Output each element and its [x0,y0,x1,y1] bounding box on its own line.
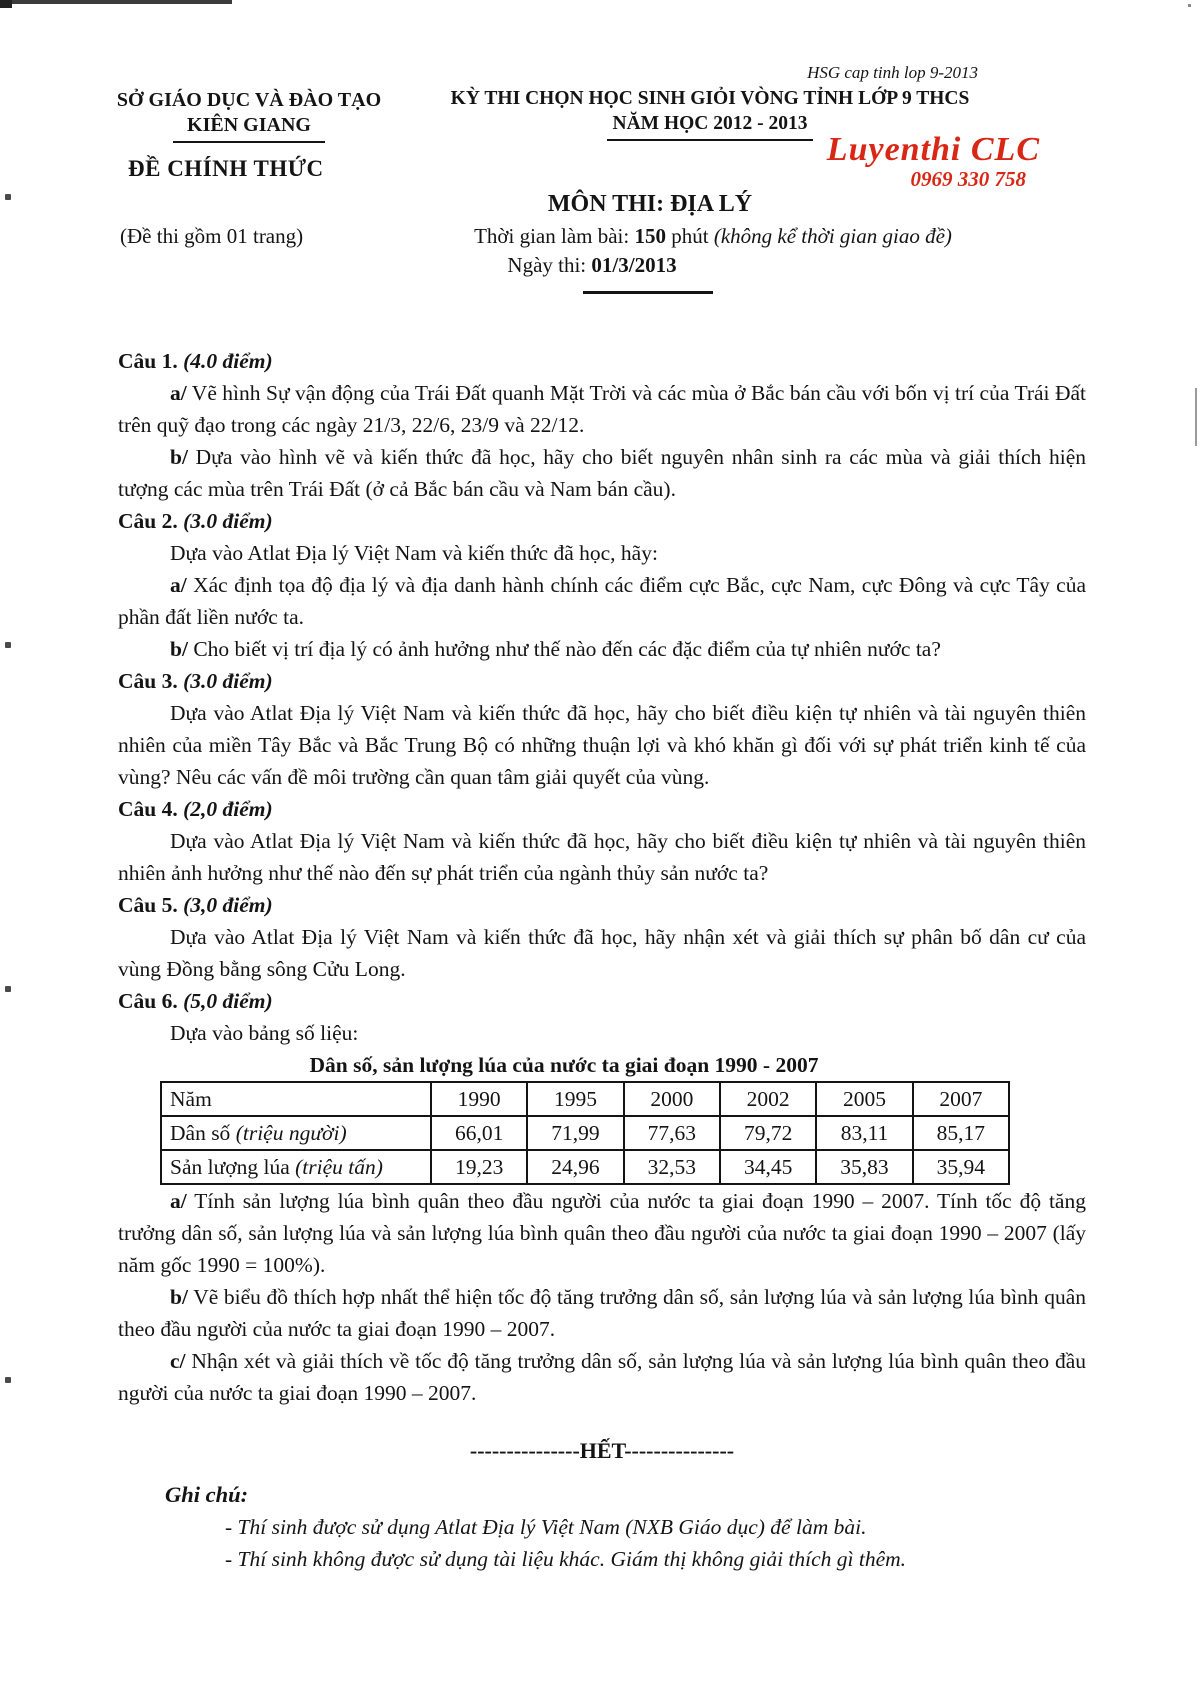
question-2-intro: Dựa vào Atlat Địa lý Việt Nam và kiến thức đã học, hãy: [170,541,658,565]
part-letter: b/ [170,445,188,469]
question-1-part-a [118,377,1086,441]
note-item: - Thí sinh được sử dụng Atlat Địa lý Việt Nam (NXB Giáo dục) để làm bài. [225,1515,867,1539]
issuing-department-block [103,88,395,143]
part-letter: a/ [170,381,187,405]
question-points: (3,0 điểm) [183,893,273,917]
exam-date-line [442,253,742,278]
question-points: (3.0 điểm) [183,669,273,693]
scan-artifact-margin-dot [5,194,11,200]
question-4-heading [118,793,1086,825]
part-text: Tính sản lượng lúa bình quân theo đầu người của nước ta giai đoạn 1990 – 2007. Tính tốc độ tăng trưởng dân số, sản lượng lúa và sản lượng lúa bình quân theo đầu người của nước ta giai đoạn 1990 – 2007 (lấy năm gốc 1990 = 100%). [118,1189,1086,1277]
question-5-body: Dựa vào Atlat Địa lý Việt Nam và kiến thức đã học, hãy nhận xét và giải thích sự phân bố dân cư của vùng Đồng bằng sông Cửu Long. [118,925,1086,981]
value-cell: 71,99 [527,1116,623,1150]
subject-line: MÔN THI: ĐỊA LÝ [547,191,753,217]
question-3-heading [118,665,1086,697]
value-cell: 24,96 [527,1150,623,1184]
scan-artifact-margin-dot [5,986,11,992]
year-cell: 2000 [624,1082,720,1116]
end-of-exam-marker: ---------------HẾT--------------- [469,1438,735,1463]
value-cell: 66,01 [431,1116,527,1150]
part-text: Cho biết vị trí địa lý có ảnh hưởng như thế nào đến các đặc điểm của tự nhiên nước ta? [193,637,941,661]
row-label-unit: (triệu tấn) [295,1155,383,1179]
question-number: Câu 6. [118,989,178,1013]
table-row-years [161,1082,1009,1116]
part-text: Vẽ hình Sự vận động của Trái Đất quanh Mặt Trời và các mùa ở Bắc bán cầu với bốn vị trí của Trái Đất trên quỹ đạo trong các ngày 21/3, 22/6, 23/9 và 22/12. [118,381,1086,437]
data-table-title: Dân số, sản lượng lúa của nước ta giai đoạn 1990 - 2007 [309,1053,819,1077]
header-divider-line [583,291,713,294]
year-cell: 2005 [816,1082,912,1116]
value-cell: 77,63 [624,1116,720,1150]
logo-phone-number: 0969 330 758 [910,166,1026,191]
duration-note: (không kể thời gian giao đề) [713,224,952,248]
scan-artifact-top-corner [0,0,12,8]
scan-artifact-margin-dot [5,642,11,648]
value-cell: 35,83 [816,1150,912,1184]
question-6-intro: Dựa vào bảng số liệu: [170,1021,359,1045]
table-row-population [161,1116,1009,1150]
scan-artifact-top-right-dot [1188,4,1191,7]
value-cell: 79,72 [720,1116,816,1150]
row-label [161,1116,431,1150]
question-6-heading [118,985,1086,1017]
row-label-text: Dân số [170,1121,236,1145]
logo-text: Luyenthi CLC [826,131,1040,168]
question-6-part-b [118,1281,1086,1345]
date-value: 01/3/2013 [591,253,677,277]
question-5-heading [118,889,1086,921]
page-count-note: (Đề thi gồm 01 trang) [120,224,304,248]
part-letter: c/ [170,1349,186,1373]
watermark-logo [827,132,1040,190]
part-text: Dựa vào hình vẽ và kiến thức đã học, hãy cho biết nguyên nhân sinh ra các mùa và giải thích hiện tượng các mùa trên Trái Đất (ở cả Bắc bán cầu và Nam bán cầu). [118,445,1087,501]
year-cell: 2002 [720,1082,816,1116]
official-exam-label: ĐỀ CHÍNH THỨC [128,156,324,181]
value-cell: 34,45 [720,1150,816,1184]
question-number: Câu 5. [118,893,178,917]
value-cell: 35,94 [913,1150,1009,1184]
question-2-heading [118,505,1086,537]
part-letter: a/ [170,1189,187,1213]
question-points: (2,0 điểm) [183,797,273,821]
part-letter: a/ [170,573,187,597]
row-label-text: Sản lượng lúa [170,1155,296,1179]
table-row-rice-output [161,1150,1009,1184]
question-2-part-b [118,633,1086,665]
question-6-part-c [118,1345,1086,1409]
part-letter: b/ [170,637,188,661]
notes-label: Ghi chú: [165,1482,249,1507]
question-number: Câu 1. [118,349,178,373]
question-points: (4.0 điểm) [183,349,273,373]
scan-artifact-margin-dot [5,1377,11,1383]
year-cell: 1990 [431,1082,527,1116]
question-number: Câu 2. [118,509,178,533]
question-number: Câu 4. [118,797,178,821]
scan-artifact-right-line [1195,388,1197,446]
question-points: (3.0 điểm) [183,509,273,533]
value-cell: 19,23 [431,1150,527,1184]
year-cell: 1995 [527,1082,623,1116]
question-points: (5,0 điểm) [183,989,273,1013]
exam-body [118,345,1086,1575]
question-1-heading [118,345,1086,377]
note-item: - Thí sinh không được sử dụng tài liệu khác. Giám thị không giải thích gì thêm. [225,1547,907,1571]
question-3-body: Dựa vào Atlat Địa lý Việt Nam và kiến thức đã học, hãy cho biết điều kiện tự nhiên và tài nguyên thiên nhiên của miền Tây Bắc và Bắc Trung Bộ có những thuận lợi và khó khăn gì đối với sự phát triển kinh tế của vùng? Nêu các vấn đề môi trường cần quan tâm giải quyết của vùng. [118,701,1086,789]
question-2-part-a [118,569,1086,633]
part-letter: b/ [170,1285,188,1309]
value-cell: 83,11 [816,1116,912,1150]
question-4-body: Dựa vào Atlat Địa lý Việt Nam và kiến thức đã học, hãy cho biết điều kiện tự nhiên và tài nguyên thiên nhiên ảnh hưởng như thế nào đến sự phát triển của ngành thủy sản nước ta? [118,829,1086,885]
question-1-part-b [118,441,1086,505]
exam-duration-line [437,224,989,249]
question-6-part-a [118,1185,1086,1281]
duration-label: Thời gian làm bài: [474,224,635,248]
row-label [161,1150,431,1184]
duration-unit: phút [665,224,714,248]
value-cell: 85,17 [913,1116,1009,1150]
year-cell: 2007 [913,1082,1009,1116]
department-name: SỞ GIÁO DỤC VÀ ĐÀO TẠO [116,89,382,111]
scan-handwritten-note: HSG cap tinh lop 9-2013 [807,63,978,82]
row-label-unit: (triệu người) [235,1121,347,1145]
table-header-label: Năm [161,1082,431,1116]
question-number: Câu 3. [118,669,178,693]
part-text: Xác định tọa độ địa lý và địa danh hành chính các điểm cực Bắc, cực Nam, cực Đông và cực Tây của phần đất liền nước ta. [118,573,1087,629]
province-name: KIÊN GIANG [173,113,325,143]
exam-title: KỲ THI CHỌN HỌC SINH GIỎI VÒNG TỈNH LỚP 9 THCS [450,88,970,109]
part-text: Nhận xét và giải thích về tốc độ tăng trưởng dân số, sản lượng lúa và sản lượng lúa bình quân theo đầu người của nước ta giai đoạn 1990 – 2007. [118,1349,1086,1405]
population-rice-table [160,1081,1010,1185]
date-label: Ngày thi: [507,253,592,277]
value-cell: 32,53 [624,1150,720,1184]
exam-school-year: NĂM HỌC 2012 - 2013 [607,111,814,141]
scan-artifact-top-bar [0,0,232,4]
duration-value: 150 [634,224,666,248]
part-text: Vẽ biểu đồ thích hợp nhất thể hiện tốc độ tăng trưởng dân số, sản lượng lúa và sản lượng lúa bình quân theo đầu người của nước ta giai đoạn 1990 – 2007. [118,1285,1086,1341]
